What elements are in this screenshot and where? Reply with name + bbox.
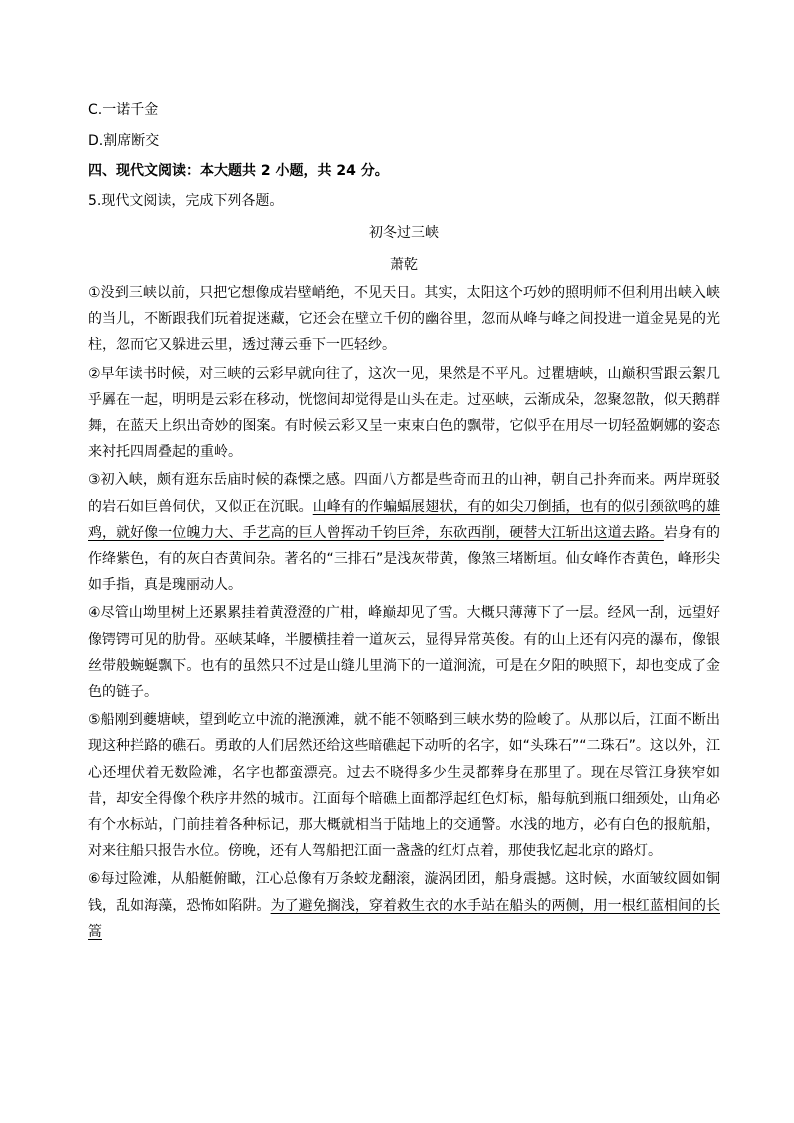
paragraph-6-underlined-sentence: 为了避免搁浅，穿着救生衣的水手站在船头的两侧，用一根红蓝相间的长篙 bbox=[88, 897, 721, 940]
article-author: 萧乾 bbox=[390, 257, 418, 273]
exam-page bbox=[88, 97, 720, 945]
paragraph-3-text-after: 岩身有的作绛紫色，有的灰白杏黄间杂。著名的“三排石”是浅灰带黄，像煞三堵断垣。仙女峰作杏黄色，峰形尖如手指，真是瑰丽动人。 bbox=[88, 524, 721, 594]
paragraph-4: ④尽管山坳里树上还累累挂着黄澄澄的广柑，峰巅却见了雪。大概只薄薄下了一层。经风一刮，远望好像锷锷可见的肋骨。巫峡某峰，半腰横挂着一道灰云，显得异常英俊。有的山上还有闪亮的瀑布，像银丝带般蜿蜒飘下。也有的虽然只不过是山缝儿里淌下的一道涧流，可是在夕阳的映照下，却也变成了金色的链子。 bbox=[88, 605, 720, 701]
paragraph-5: ⑤船刚到夔塘峡，望到屹立中流的滟滪滩，就不能不领略到三峡水势的险峻了。从那以后，江面不断出现这种拦路的礁石。勇敢的人们居然还给这些暗礁起下动听的名字，如“头珠石”“二珠石”。这以外，江心还埋伏着无数险滩，名字也都蛮漂亮。过去不晓得多少生灵都葬身在那里了。现在尽管江身狭窄如昔，却安全得像个秩序井然的城市。江面每个暗礁上面都浮起红色灯标，船每航到瓶口细颈处，山角必有个水标站，门前挂着各种标记，那大概就相当于陆地上的交通警。水浅的地方，必有白色的报航船，对来往船只报告水位。傍晚，还有人驾船把江面一盏盏的红灯点着，那使我忆起北京的路灯。 bbox=[88, 712, 720, 860]
paragraph-6-text-before: ⑥每过险滩，从船艇俯瞰，江心总像有万条蛟龙翻滚，漩涡团团，船身震撼。这时候，水面皱纹圆如铜钱，乱如海藻，恐怖如陷阱。 bbox=[88, 871, 720, 914]
section-heading: 四、现代文阅读：本大题共 2 小题，共 24 分。 bbox=[88, 163, 389, 179]
paragraph-2: ②早年读书时候，对三峡的云彩早就向往了，这次一见，果然是不平凡。过瞿塘峡，山巅积雪跟云絮几乎羼在一起，明明是云彩在移动，恍惚间却觉得是山头在走。过巫峡，云渐成朵，忽聚忽散，似天鹅群舞，在蓝天上织出奇妙的图案。有时候云彩又呈一束束白色的飘带，它似乎在用尽一切轻盈婀娜的姿态来衬托四周叠起的重岭。 bbox=[88, 365, 720, 461]
option-c: C.一诺千金 bbox=[88, 102, 159, 118]
paragraph-3-text-before: ③初入峡，颇有逛东岳庙时候的森慄之感。四面八方都是些奇而丑的山神，朝自己扑奔而来。两岸斑驳的岩石如巨兽伺伏，又似正在沉眠。 bbox=[88, 472, 720, 515]
paragraph-1: ①没到三峡以前，只把它想像成岩壁峭绝，不见天日。其实，太阳这个巧妙的照明师不但利用出峡入峡的当儿，不断跟我们玩着捉迷藏，它还会在壁立千仞的幽谷里，忽而从峰与峰之间投进一道金晃晃的光柱，忽而它又躲进云里，透过薄云垂下一匹轻纱。 bbox=[88, 285, 720, 354]
option-d: D.割席断交 bbox=[88, 133, 160, 149]
paragraph-6 bbox=[88, 866, 720, 945]
question-intro: 5.现代文阅读，完成下列各题。 bbox=[88, 193, 284, 209]
paragraph-3-underlined-sentence: 山峰有的作蝙蝠展翅状，有的如尖刀倒插，也有的似引颈欲鸣的雄鸡，就好像一位魄力大、手艺高的巨人曾挥动千钧巨斧，东砍西削，硬替大江斩出这道去路。 bbox=[88, 498, 721, 541]
paragraph-3 bbox=[88, 467, 720, 598]
article-title: 初冬过三峡 bbox=[369, 225, 439, 241]
